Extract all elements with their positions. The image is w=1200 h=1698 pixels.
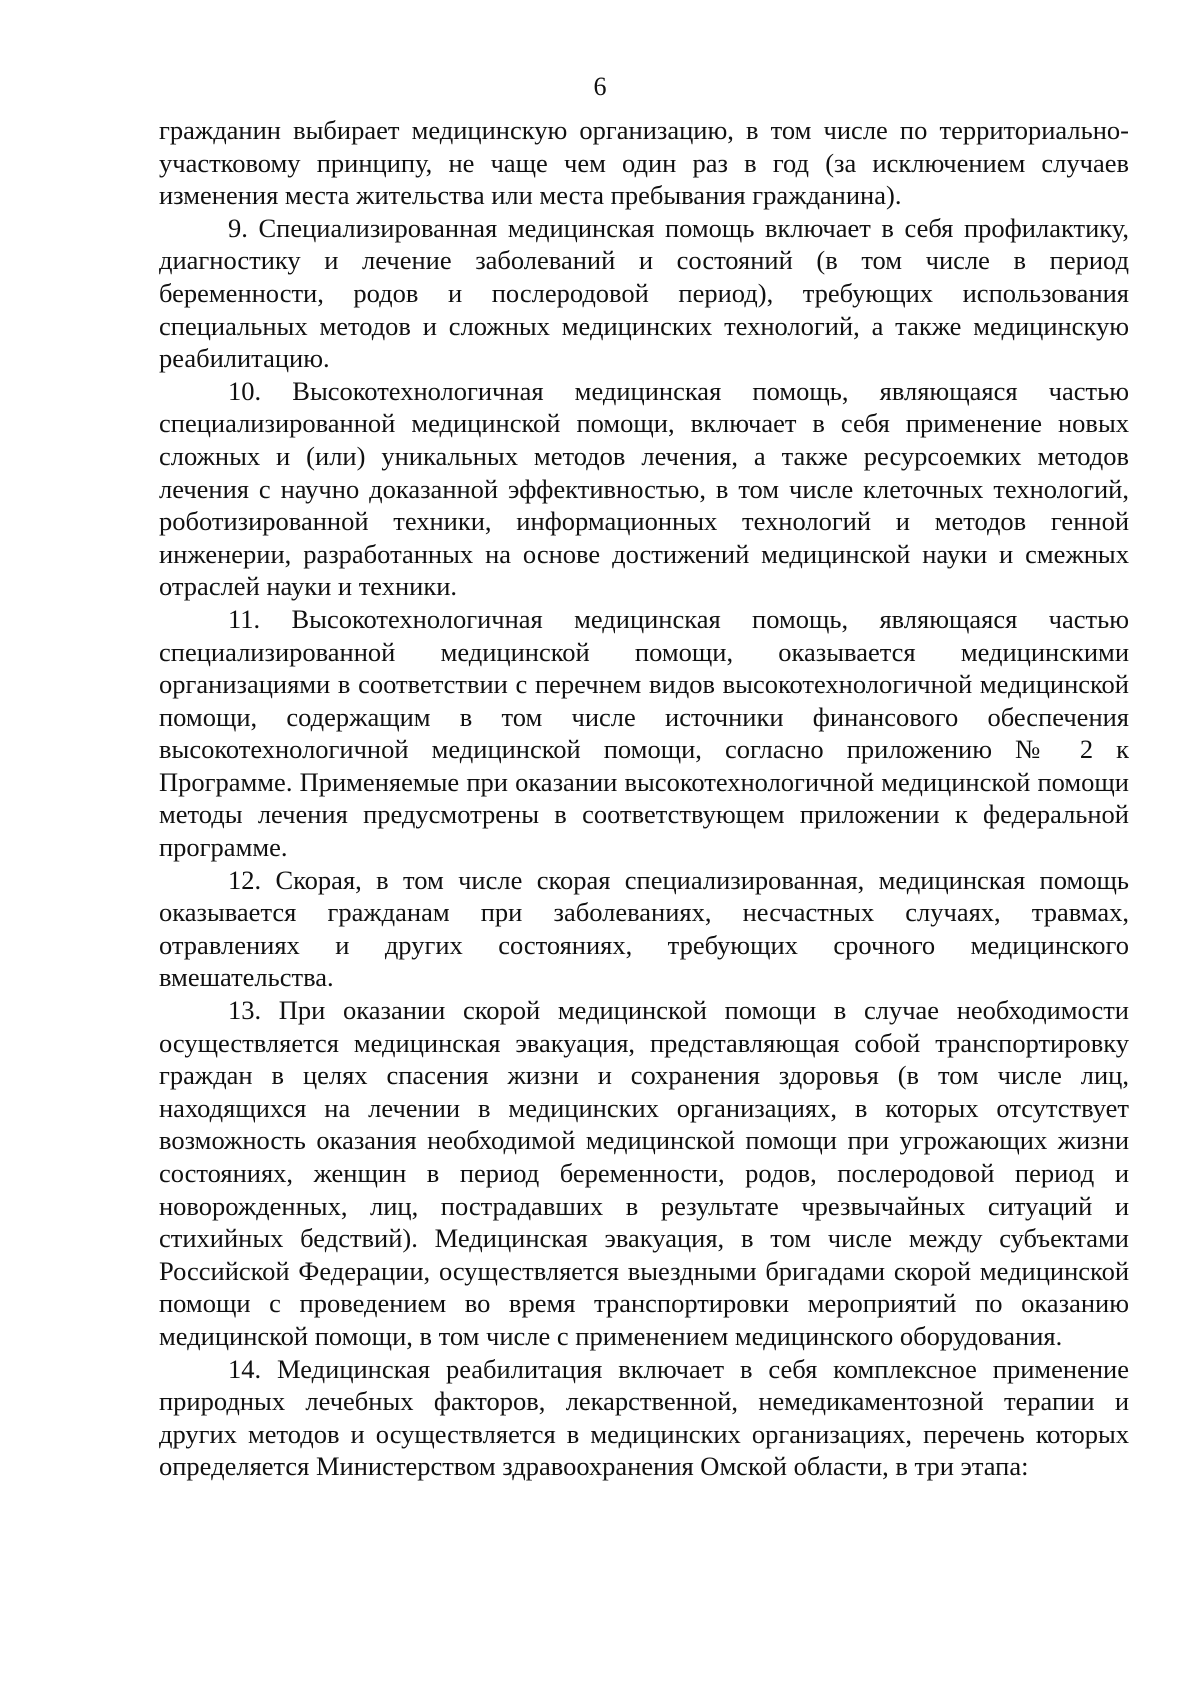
paragraph-13: 13. При оказании скорой медицинской помощи в случае необходимости осуществляется медицинская эвакуация, представляющая собой транспортировку граждан в целях спасения жизни и сохранения здоровья (в том числе лиц, находящихся на лечении в медицинских организациях, в которых отсутствует возможность оказания необходимой медицинской помощи при угрожающих жизни состояниях, женщин в период беременности, родов, послеродовой период и новорожденных, лиц, пострадавших в результате чрезвычайных ситуаций и стихийных бедствий). Медицинская эвакуация, в том числе между субъектами Российской Федерации, осуществляется выездными бригадами скорой медицинской помощи с проведением во время транспортировки мероприятий по оказанию медицинской помощи, в том числе с применением медицинского оборудования.	[159, 995, 1129, 1351]
paragraph-9: 9. Специализированная медицинская помощь включает в себя профилактику, диагностику и лечение заболеваний и состояний (в том числе в период беременности, родов и послеродовой период), требующих использования специальных методов и сложных медицинских технологий, а также медицинскую реабилитацию.	[159, 212, 1129, 374]
paragraph-14: 14. Медицинская реабилитация включает в себя комплексное применение природных лечебных факторов, лекарственной, немедикаментозной терапии и других методов и осуществляется в медицинских организациях, перечень которых определяется Министерством здравоохранения Омской области, в три этапа:	[159, 1353, 1129, 1482]
document-body	[159, 114, 1129, 1483]
paragraph-continuation: гражданин выбирает медицинскую организацию, в том числе по территориально-участковому принципу, не чаще чем один раз в год (за исключением случаев изменения места жительства или места пребывания гражданина).	[159, 115, 1129, 211]
page-number: 6	[593, 72, 607, 101]
paragraph-11: 11. Высокотехнологичная медицинская помощь, являющаяся частью специализированной медицинской помощи, оказывается медицинскими организациями в соответствии с перечнем видов высокотехнологичной медицинской помощи, содержащим в том числе источники финансового обеспечения высокотехнологичной медицинской помощи, согласно приложению № 2 к Программе. Применяемые при оказании высокотехнологичной медицинской помощи методы лечения предусмотрены в соответствующем приложении к федеральной программе.	[159, 603, 1129, 863]
paragraph-10: 10. Высокотехнологичная медицинская помощь, являющаяся частью специализированной медицинской помощи, включает в себя применение новых сложных и (или) уникальных методов лечения, а также ресурсоемких методов лечения с научно доказанной эффективностью, в том числе клеточных технологий, роботизированной техники, информационных технологий и методов генной инженерии, разработанных на основе достижений медицинской науки и смежных отраслей науки и техники.	[159, 375, 1129, 602]
paragraph-12: 12. Скорая, в том числе скорая специализированная, медицинская помощь оказывается гражданам при заболеваниях, несчастных случаях, травмах, отравлениях и других состояниях, требующих срочного медицинского вмешательства.	[159, 864, 1129, 993]
